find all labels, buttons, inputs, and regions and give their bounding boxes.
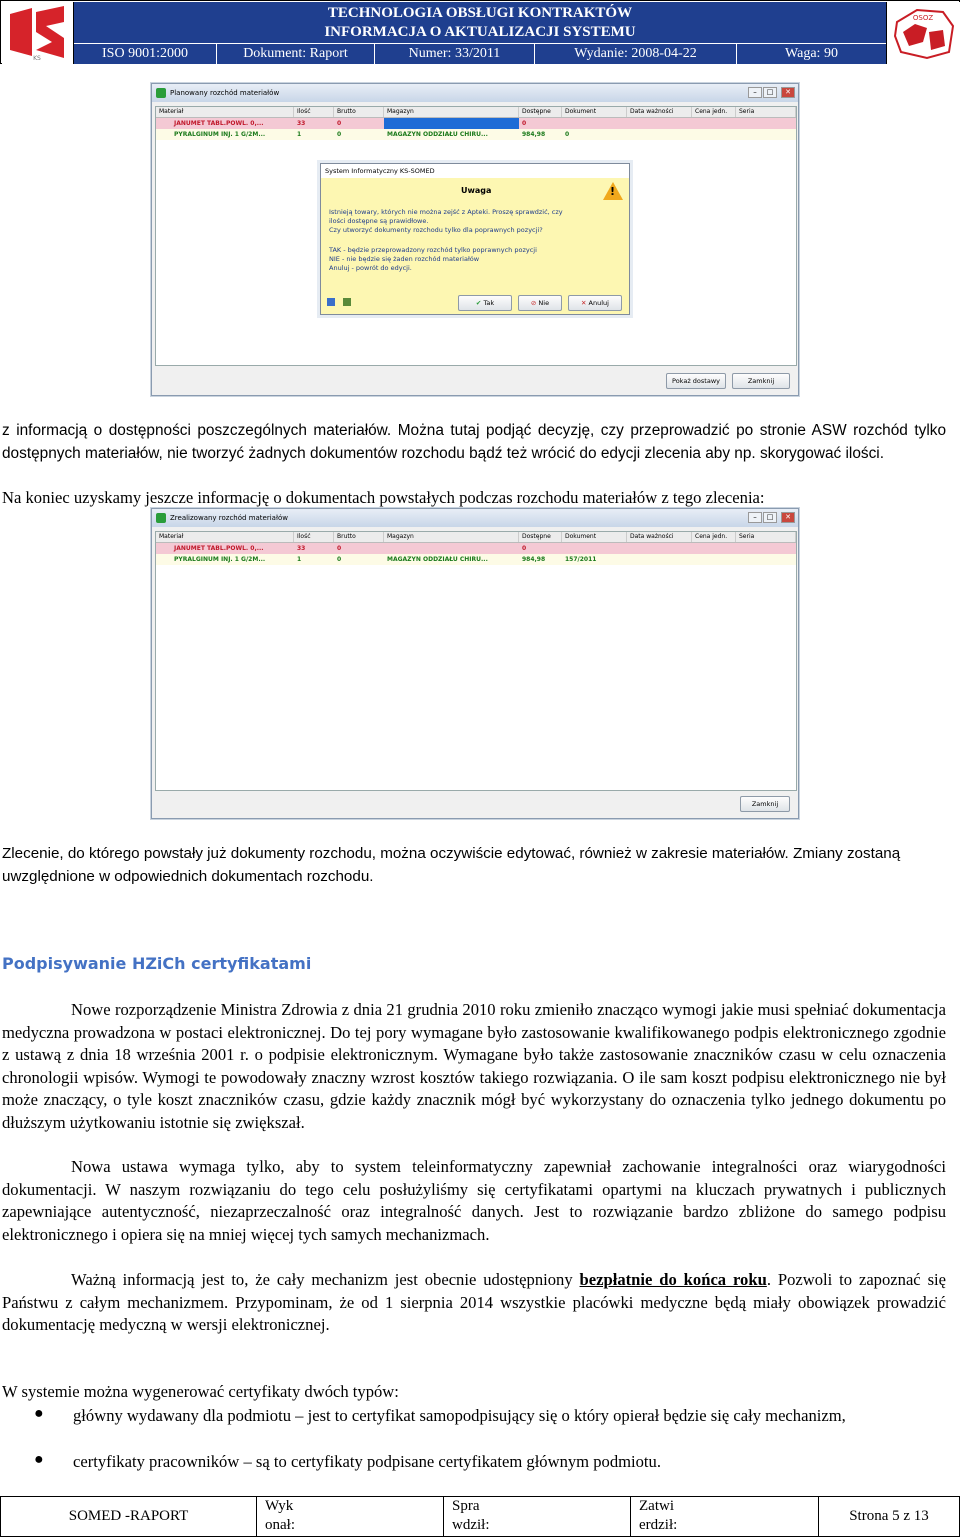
- paragraph: [2, 1269, 946, 1337]
- footer-made-line: Wyk: [265, 1498, 294, 1514]
- header-subtitle: INFORMACJA O AKTUALIZACJI SYSTEMU: [324, 24, 636, 40]
- paragraph: Na koniec uzyskamy jeszcze informację o dokumentach powstałych podczas rozchodu materiałów z tego zlecenia:: [2, 488, 765, 507]
- header-weight: Waga: 90: [736, 44, 886, 64]
- col-header[interactable]: Dokument: [562, 532, 627, 542]
- paragraph: Nowa ustawa wymaga tylko, aby to system teleinformatyczny zapewniał zachowanie integralności oraz wiarygodności dokumentacji. W naszym rozwiązaniu do tego celu posłużyliśmy się certyfikatami opartymi na kluczach prywatnych i publicznych zapewniające autentyczność, niezaprzeczalność oraz integralność danych. Jest to rozwiązanie bardzo zbliżone do samego podpisu elektronicznego i opiera się na mniej więcej tych samych mechanizmach.: [2, 1157, 946, 1244]
- header-title: TECHNOLOGIA OBSŁUGI KONTRAKTÓW: [327, 5, 633, 21]
- paragraph: Nowe rozporządzenie Ministra Zdrowia z dnia 21 grudnia 2010 roku zmieniło znacząco wymogi jakie musi spełniać dokumentacja medyczna prowadzona w postaci elektronicznej. Do tej pory wymagane było zastosowanie kwalifikowanego podpis elektronicznego zgodnie z ustawą z dnia 18 września 2001 r. o podpisie elektronicznym. Wymagane było także zastosowanie znaczników czasu w celu oznaczenia chronologii wpisów. Wymogi te powodowały znaczny wzrost kosztów takiego rozwiązania. O ile sam koszt podpisu elektronicznego nie był może znaczący, o tyle koszt znaczników czasu, gdzie każdy znacznik mógł być wykorzystany do oznaczenia tylko jednego dokumentu po dłuższym użytkowaniu istotnie się zwiększał.: [2, 1000, 946, 1132]
- cell: JANUMET TABL.POWL. 0,...: [174, 545, 264, 552]
- col-header[interactable]: Cena jedn.: [692, 107, 736, 117]
- header-iso: ISO 9001:2000: [102, 46, 188, 61]
- bullet-icon: ●: [34, 1451, 44, 1468]
- page-footer: [0, 1496, 960, 1537]
- no-icon: ⊘: [530, 299, 537, 307]
- app-icon: [156, 88, 166, 98]
- cancel-button[interactable]: [568, 295, 622, 311]
- cell: 33: [297, 545, 306, 552]
- grid-icon[interactable]: [343, 298, 351, 306]
- col-header[interactable]: Magazyn: [384, 107, 519, 117]
- header-document: Dokument: Raport: [216, 44, 374, 64]
- header-number: Numer: 33/2011: [374, 44, 534, 64]
- grid-header: [156, 107, 796, 118]
- dialog-options: TAK - będzie przeprowadzony rozchód tylko poprawnych pozycji NIE - nie będzie się żaden rozchód materiałów Anuluj - powrót do edycji.: [329, 246, 537, 272]
- no-label: Nie: [538, 299, 550, 307]
- close-window-button[interactable]: Zamknij: [732, 373, 790, 389]
- footer-checked-line: wdził:: [452, 1517, 490, 1533]
- maximize-button[interactable]: □: [763, 512, 777, 523]
- header-meta-row: [74, 43, 886, 64]
- header-edition: Wydanie: 2008-04-22: [534, 44, 736, 64]
- list-item: główny wydawany dla podmiotu – jest to certyfikat samopodpisujący się o który opierał będzie się cały mechanizm,: [73, 1406, 846, 1425]
- minimize-button[interactable]: –: [748, 512, 762, 523]
- table-row[interactable]: [156, 543, 796, 554]
- cell: [384, 118, 519, 129]
- no-button[interactable]: [518, 295, 562, 311]
- cell: 0: [337, 556, 342, 563]
- close-button[interactable]: ✕: [781, 87, 795, 98]
- materials-grid[interactable]: [155, 531, 797, 791]
- paragraph: W systemie można wygenerować certyfikaty dwóch typów:: [2, 1382, 399, 1401]
- dialog-heading: Uwaga: [461, 186, 492, 195]
- cell: 984,98: [522, 556, 546, 563]
- show-deliveries-button[interactable]: Pokaż dostawy: [666, 373, 726, 389]
- svg-text:KS: KS: [33, 55, 41, 62]
- list-item: certyfikaty pracowników – są to certyfikaty podpisane certyfikatem głównym podmiotu.: [73, 1452, 661, 1471]
- company-logo: [2, 2, 74, 64]
- bullet-icon: ●: [34, 1405, 44, 1422]
- text-run: . Pozwoli to zapoznać się Państwu z całym mechanizmem. Przypominam, że od 1 sierpnia 2014 wszystkie placówki medyczne będą miały obowiązek prowadzić dokumentację medyczną w wersji elektronicznej.: [2, 1270, 946, 1334]
- table-row[interactable]: [156, 129, 796, 140]
- dialog-title: System Informatyczny KS-SOMED: [321, 164, 629, 178]
- save-icon[interactable]: [327, 298, 335, 306]
- col-header[interactable]: Dostępne: [519, 107, 562, 117]
- window-title: Planowany rozchód materiałów: [152, 84, 798, 102]
- svg-text:OSOZ: OSOZ: [912, 14, 934, 22]
- cell: 0: [337, 120, 342, 127]
- text-run: Ważną informacją jest to, że cały mechanizm jest obecnie udostępniony: [71, 1270, 580, 1289]
- col-header[interactable]: Ilość: [294, 107, 334, 117]
- footer-checked: [444, 1497, 631, 1536]
- col-header[interactable]: Magazyn: [384, 532, 519, 542]
- check-icon: ✔: [475, 299, 482, 307]
- header-center: [74, 2, 886, 64]
- grid-header: [156, 532, 796, 543]
- table-row[interactable]: [156, 118, 796, 129]
- cell: 0: [337, 545, 342, 552]
- col-header[interactable]: Materiał: [156, 107, 294, 117]
- dialog-message: Istnieją towary, których nie można zejść z Apteki. Proszę sprawdzić, czy ilości dostępne są prawidłowe. Czy utworzyć dokumenty rozchodu tylko dla poprawnych pozycji?: [329, 208, 563, 234]
- col-header[interactable]: Ilość: [294, 532, 334, 542]
- cell: PYRALGINUM INJ. 1 G/2M...: [174, 556, 266, 563]
- cell: 33: [297, 120, 306, 127]
- col-header[interactable]: Dokument: [562, 107, 627, 117]
- col-header[interactable]: Materiał: [156, 532, 294, 542]
- cell: 0: [522, 545, 527, 552]
- footer-approved-line: erdził:: [639, 1517, 678, 1533]
- cancel-label: Anuluj: [588, 299, 609, 307]
- cell: 1: [297, 556, 302, 563]
- cell: JANUMET TABL.POWL. 0,...: [174, 120, 264, 127]
- realized-issue-window: [151, 508, 799, 819]
- col-header[interactable]: Seria: [736, 532, 796, 542]
- yes-label: Tak: [483, 299, 495, 307]
- section-heading: Podpisywanie HZiCh certyfikatami: [2, 954, 312, 973]
- footer-doc: SOMED -RAPORT: [1, 1497, 257, 1536]
- yes-button[interactable]: [458, 295, 512, 311]
- table-row[interactable]: [156, 554, 796, 565]
- col-header[interactable]: Brutto: [334, 532, 384, 542]
- footer-approved: [631, 1497, 819, 1536]
- cell: 157/2011: [565, 556, 597, 563]
- footer-checked-line: Spra: [452, 1498, 480, 1514]
- osoz-badge: [886, 2, 960, 64]
- cell: 1: [297, 131, 302, 138]
- cell: MAGAZYN ODDZIAŁU CHIRU...: [387, 131, 488, 138]
- cell: 0: [337, 131, 342, 138]
- warning-icon-mark: !: [610, 185, 616, 198]
- cell: 0: [522, 120, 527, 127]
- close-button[interactable]: ✕: [781, 512, 795, 523]
- cell: PYRALGINUM INJ. 1 G/2M...: [174, 131, 266, 138]
- col-header[interactable]: Dostępne: [519, 532, 562, 542]
- col-header[interactable]: Data ważności: [627, 107, 692, 117]
- minimize-button[interactable]: –: [748, 87, 762, 98]
- emphasis: bezpłatnie do końca roku: [579, 1270, 767, 1289]
- col-header[interactable]: Seria: [736, 107, 796, 117]
- cancel-icon: ✕: [581, 299, 587, 307]
- footer-page: Strona 5 z 13: [849, 1508, 929, 1524]
- footer-made-line: onał:: [265, 1517, 295, 1533]
- paragraph: z informacją o dostępności poszczególnych materiałów. Można tutaj podjąć decyzję, czy przeprowadzić po stronie ASW rozchód tylko dostępnych materiałów, nie tworzyć żadnych dokumentów rozchodu bądź też wrócić do edycji zlecenia aby np. skorygować ilości.: [2, 422, 946, 462]
- cell: MAGAZYN ODDZIAŁU CHIRU...: [387, 556, 488, 563]
- app-icon: [156, 513, 166, 523]
- col-header[interactable]: Cena jedn.: [692, 532, 736, 542]
- close-window-button[interactable]: Zamknij: [740, 796, 790, 812]
- cell: 0: [565, 131, 570, 138]
- col-header[interactable]: Brutto: [334, 107, 384, 117]
- maximize-button[interactable]: □: [763, 87, 777, 98]
- paragraph: Zlecenie, do którego powstały już dokumenty rozchodu, można oczywiście edytować, również w zakresie materiałów. Zmiany zostaną uwzględnione w odpowiednich dokumentach rozchodu.: [2, 845, 901, 885]
- page-header: [0, 0, 960, 64]
- cell: [384, 543, 519, 554]
- footer-approved-line: Zatwi: [639, 1498, 674, 1514]
- footer-made: [257, 1497, 444, 1536]
- col-header[interactable]: Data ważności: [627, 532, 692, 542]
- window-title: Zrealizowany rozchód materiałów: [152, 509, 798, 527]
- warning-dialog: [320, 163, 630, 315]
- cell: 984,98: [522, 131, 546, 138]
